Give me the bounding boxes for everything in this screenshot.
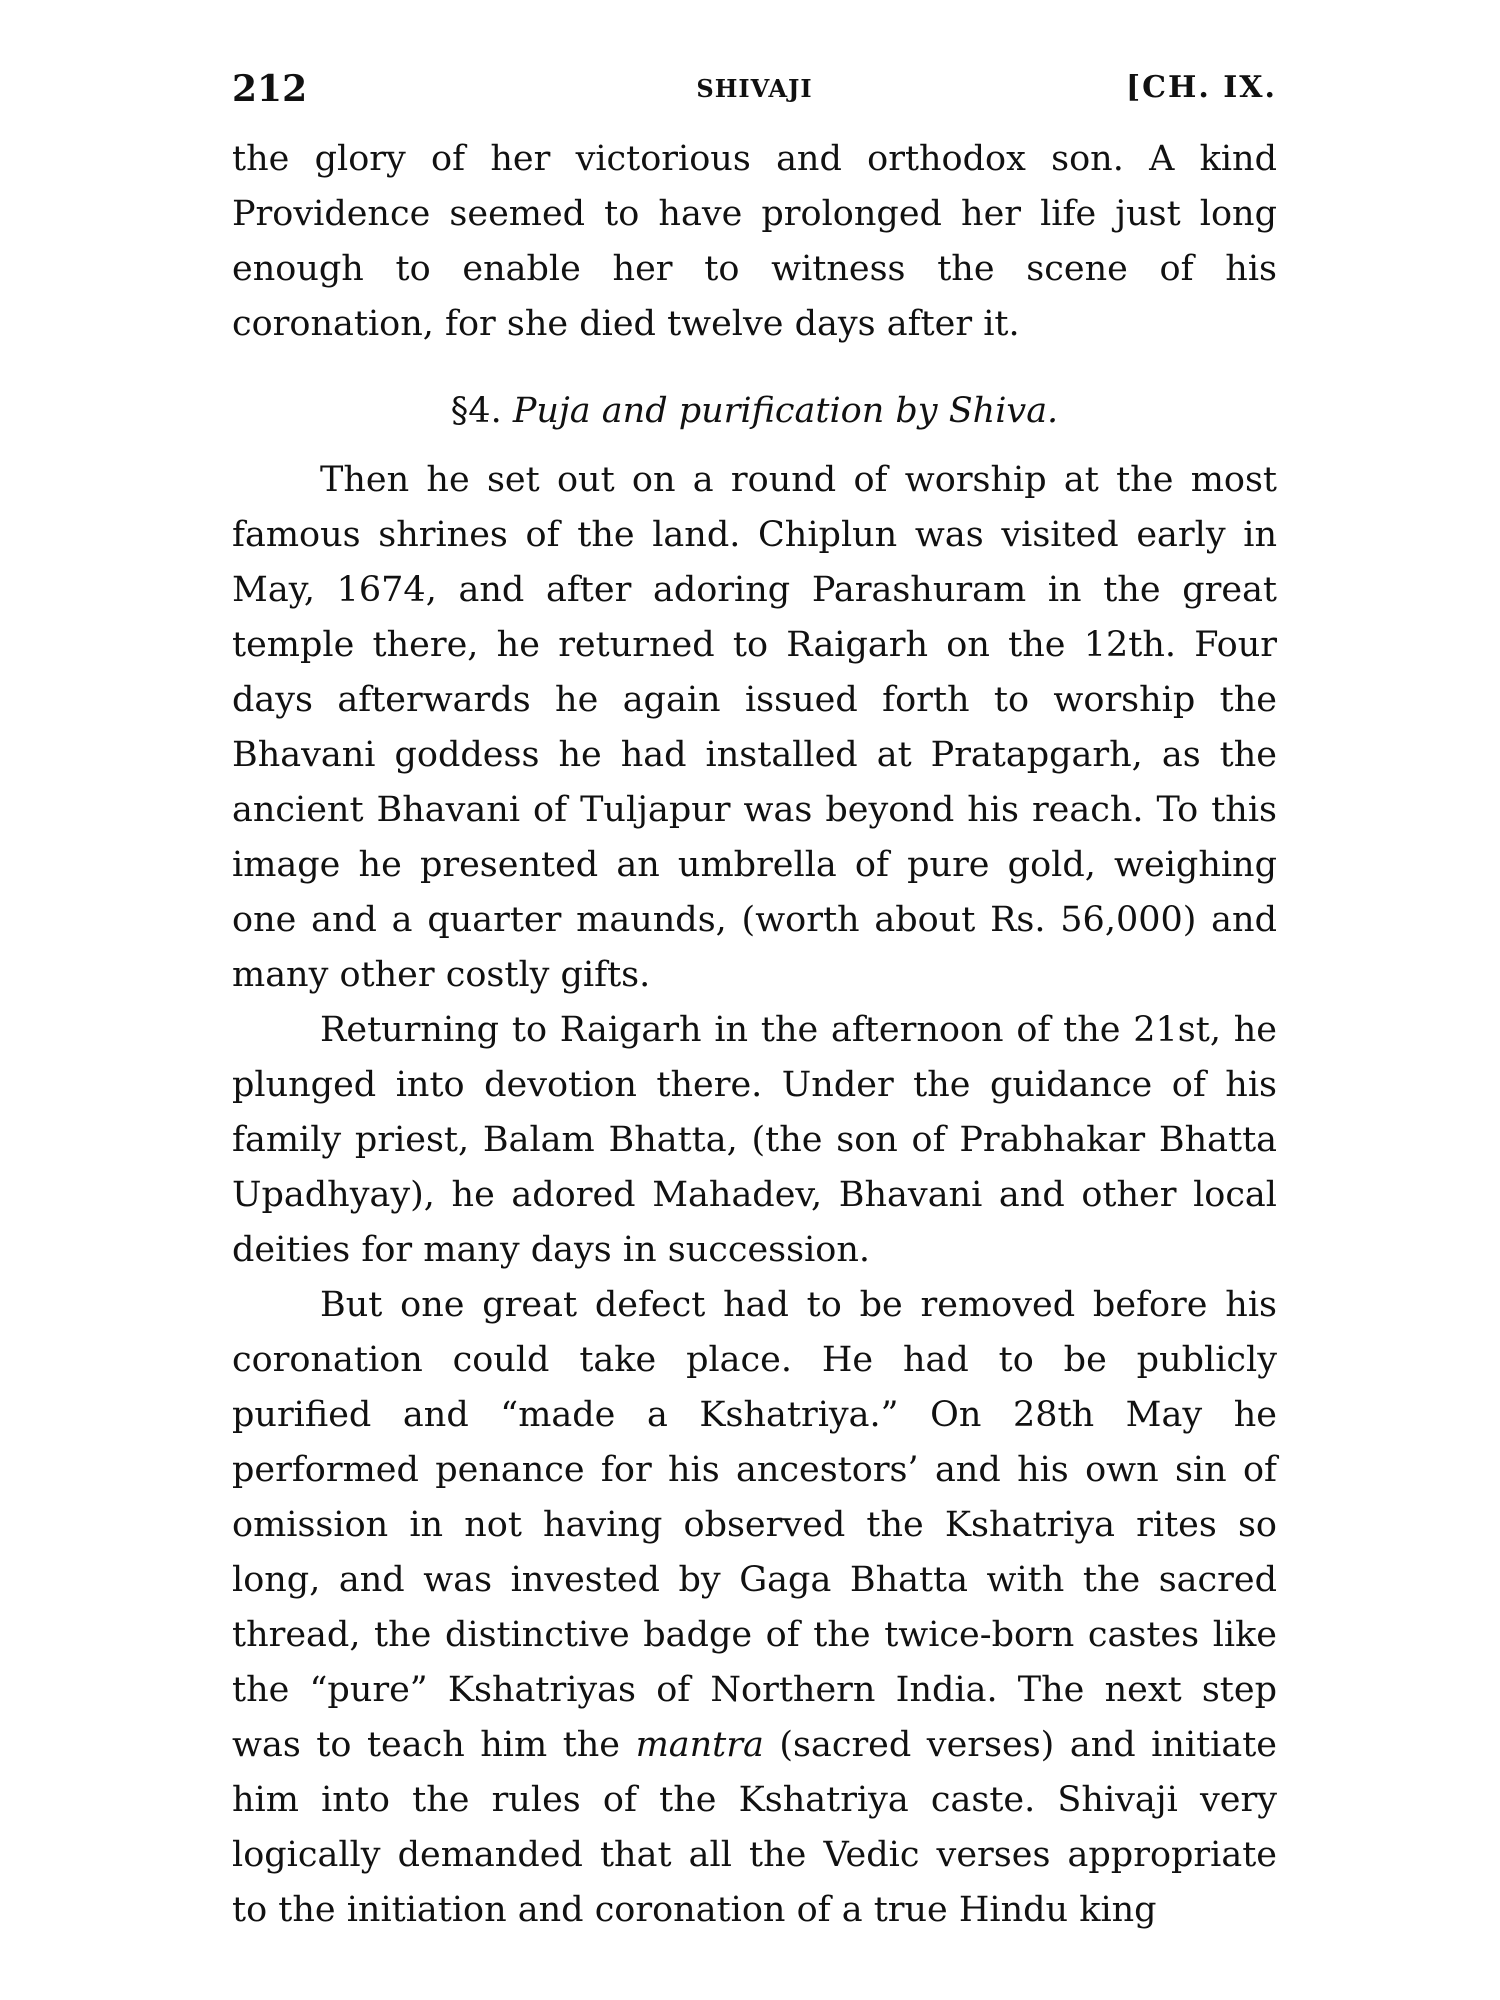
running-title: SHIVAJI bbox=[696, 74, 813, 103]
mantra-term: mantra bbox=[635, 1725, 764, 1765]
paragraph-worship: Then he set out on a round of worship at the most famous shrines of the land. Chiplun was visited early in May, 1674, and after adoring Parashuram in the great temple there, he returned to Raigarh on the 12th. Four days afterwards he again issued forth to worship the Bhavani goddess he had installed at Pratapgarh, as the ancient Bhavani of Tuljapur was beyond his reach. To this image he presented an umbrella of pure gold, weighing one and a quarter maunds, (worth about Rs. 56,000) and many other costly gifts. bbox=[232, 460, 1277, 995]
section-heading bbox=[232, 384, 1277, 439]
purification-text-start: But one great defect had to be removed before his coronation could take place. He had to be publicly purified and “made a Kshatriya.” On 28th May he performed penance for his ancestors’ and his own sin of omission in not having observed the Kshatriya rites so long, and was invested by Gaga Bhatta with the sacred thread, the distinctive badge of the twice-born castes like the “pure” Kshatriyas of Northern India. The next step was to teach him the bbox=[232, 1285, 1277, 1765]
page-number: 212 bbox=[232, 68, 308, 110]
chapter-reference: [CH. IX. bbox=[1125, 70, 1277, 105]
paragraph-devotion: Returning to Raigarh in the afternoon of the 21st, he plunged into devotion there. Under the guidance of his family priest, Balam Bhatta, (the son of Prabhakar Bhatta Upadhyay), he adored Mahadev, Bhavani and other local deities for many days in succession. bbox=[232, 1010, 1277, 1270]
purification-text-end: (sacred verses) and initiate him into the rules of the Kshatriya caste. Shivaji very logically demanded that all the Vedic verses appropriate to the initiation and coronation of a true Hindu king bbox=[232, 1725, 1277, 1930]
section-title: Puja and purification by Shiva. bbox=[512, 391, 1059, 431]
book-page bbox=[232, 60, 1277, 1960]
page-header bbox=[232, 60, 1277, 132]
paragraph-continued: the glory of her victorious and orthodox son. A kind Providence seemed to have prolonged her life just long enough to enable her to witness the scene of his coronation, for she died twelve days after it. bbox=[232, 139, 1277, 344]
section-number: §4. bbox=[450, 391, 502, 431]
paragraph-purification bbox=[232, 1278, 1277, 1938]
